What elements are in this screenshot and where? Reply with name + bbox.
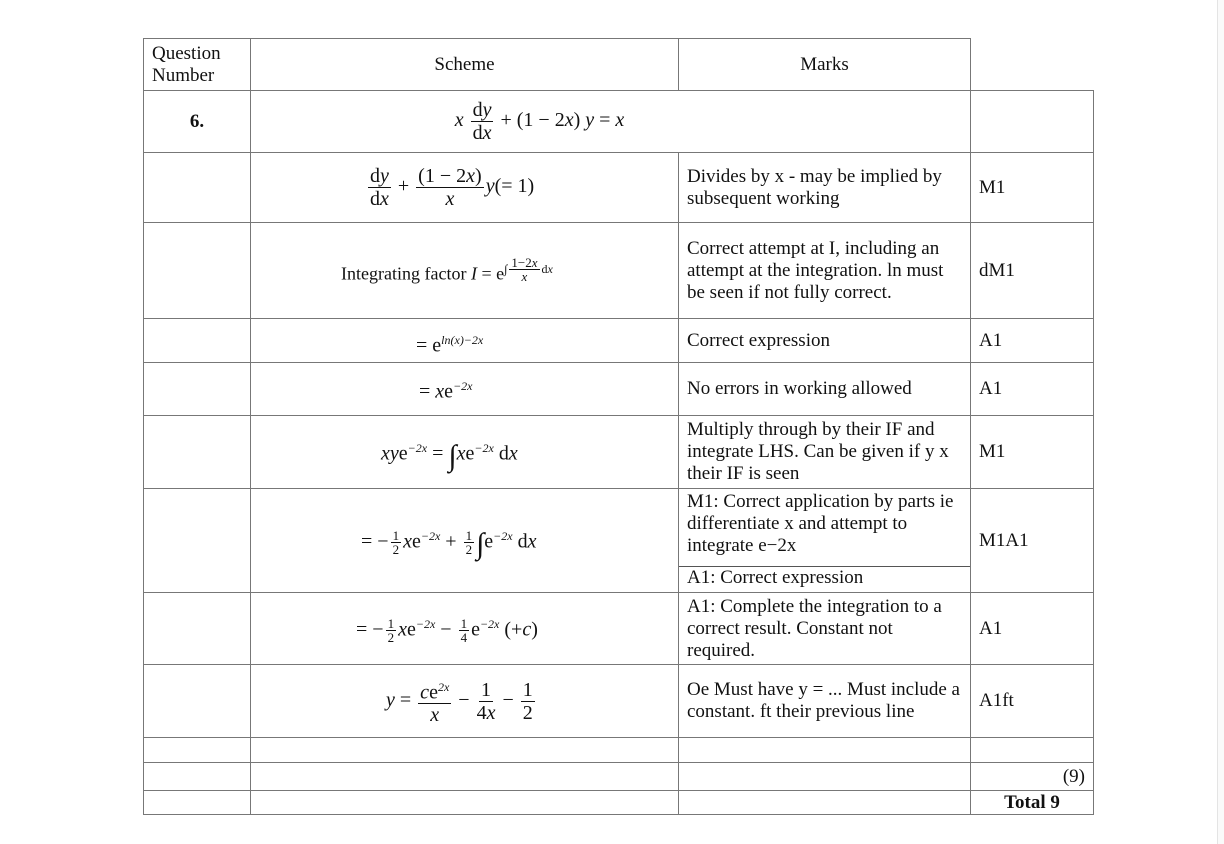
question-number: 6.: [144, 91, 251, 153]
table-row: [144, 489, 1094, 593]
guidance-note: Multiply through by their IF and integrate LHS. Can be given if y x their IF is seen: [679, 416, 971, 489]
mark: dM1: [971, 223, 1094, 319]
scheme-step: = $e^{ln(x)-2x}$: [251, 319, 679, 363]
subtotal-row: [144, 763, 1094, 791]
header-scheme: Scheme: [251, 39, 679, 91]
mark: M1: [971, 416, 1094, 489]
scheme-step: Integrating factor $I = e^{\int \frac{1-2x}{x} dx}$: [251, 223, 679, 319]
guidance-note-secondary: A1: Correct expression: [687, 567, 864, 588]
table-row: [144, 319, 1094, 363]
table-row: [144, 665, 1094, 738]
total-marks: Total 9: [971, 791, 1094, 815]
scheme-step: y = $\frac{ce^{2x}}{x}$ − $\frac{1}{4x}$ − $\frac{1}{2}$: [251, 665, 679, 738]
table-row: [144, 223, 1094, 319]
guidance-note: Divides by x - may be implied by subsequent working: [679, 153, 971, 223]
table-row: [144, 363, 1094, 416]
question-equation: x $\frac{dy}{dx}$ + (1 − 2x) y = x: [251, 91, 971, 153]
scheme-step: = − $\frac{1}{2}$ $xe^{-2x}$ − $\frac{1}{4}$ $e^{-2x}$ (+c): [251, 593, 679, 665]
mark: A1: [971, 593, 1094, 665]
table-row: [144, 416, 1094, 489]
mark-scheme-table: [143, 38, 1094, 815]
table-row: [144, 593, 1094, 665]
scheme-step: = $xe^{-2x}$: [251, 363, 679, 416]
table-row: [144, 153, 1094, 223]
header-question-number: Question Number: [144, 39, 251, 91]
header-marks: Marks: [679, 39, 971, 91]
empty-row: [144, 738, 1094, 763]
guidance-note: Correct attempt at I, including an attempt at the integration. ln must be seen if not fully correct.: [679, 223, 971, 319]
question-row: [144, 91, 1094, 153]
mark: A1: [971, 319, 1094, 363]
scheme-step: = − $\frac{1}{2}$ $xe^{-2x}$ + $\frac{1}{2}$ $\int e^{-2x}$ dx: [251, 489, 679, 593]
scheme-step: $\frac{dy}{dx}$ + $\frac{(1 - 2x)}{x}$ y(= 1): [251, 153, 679, 223]
guidance-note: No errors in working allowed: [679, 363, 971, 416]
scrollbar[interactable]: [1217, 0, 1224, 844]
total-row: [144, 791, 1094, 815]
guidance-note: Correct expression: [679, 319, 971, 363]
guidance-note: Oe Must have y = ... Must include a constant. ft their previous line: [679, 665, 971, 738]
mark: A1ft: [971, 665, 1094, 738]
guidance-note: M1: Correct application by parts ie differentiate x and attempt to integrate e−2x: [679, 489, 970, 567]
header-row: [144, 39, 1094, 91]
guidance-note: A1: Complete the integration to a correct result. Constant not required.: [679, 593, 971, 665]
mark: A1: [971, 363, 1094, 416]
mark: M1A1: [971, 489, 1094, 593]
scheme-step: $xye^{-2x} = \int xe^{-2x}$ dx: [251, 416, 679, 489]
mark: M1: [971, 153, 1094, 223]
subtotal-marks: (9): [971, 763, 1094, 791]
